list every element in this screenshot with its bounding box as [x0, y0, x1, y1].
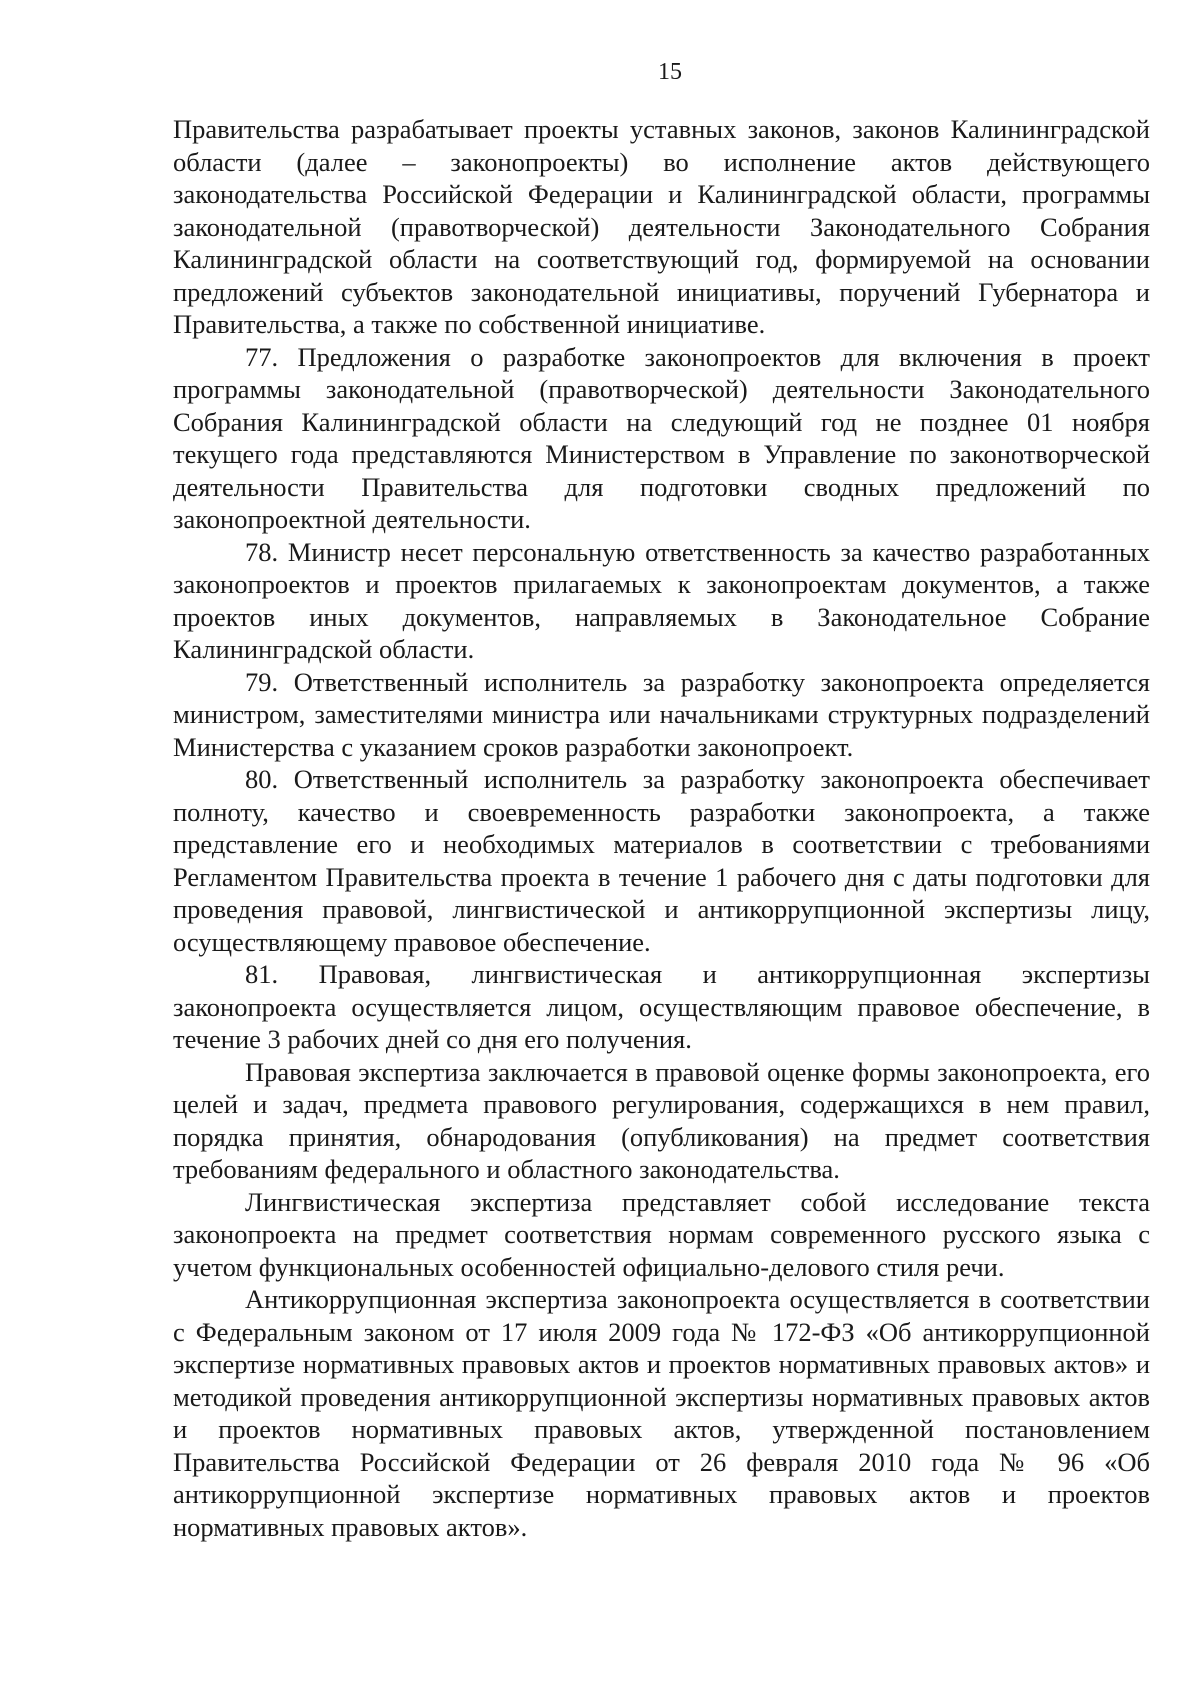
paragraph-continuation: Правительства разрабатывает проекты уставных законов, законов Калининградской области (далее – законопроекты) во исполнение актов действующего законодательства Российской Федерации и Калининградской области, программы законодательной (правотворческой) деятельности Законодательного Собрания Калининградской области на соответствующий год, формируемой на основании предложений субъектов законодательной инициативы, поручений Губернатора и Правительства, а также по собственной инициативе.: [173, 114, 1150, 339]
paragraph-anticorruption-expertise: Антикоррупционная экспертиза законопроекта осуществляется в соответствии с Федеральным законом от 17 июля 2009 года № 172-ФЗ «Об антикоррупционной экспертизе нормативных правовых актов и проектов нормативных правовых актов» и методикой проведения антикоррупционной экспертизы нормативных правовых актов и проектов нормативных правовых актов, утвержденной постановлением Правительства Российской Федерации от 26 февраля 2010 года № 96 «Об антикоррупционной экспертизе нормативных правовых актов и проектов нормативных правовых актов».: [173, 1284, 1150, 1542]
paragraph-legal-expertise: Правовая экспертиза заключается в правовой оценке формы законопроекта, его целей и задач, предмета правового регулирования, содержащихся в нем правил, порядка принятия, обнародования (опубликования) на предмет соответствия требованиям федерального и областного законодательства.: [173, 1056, 1150, 1184]
paragraph-77: 77. Предложения о разработке законопроектов для включения в проект программы законодательной (правотворческой) деятельности Законодательного Собрания Калининградской области на следующий год не позднее 01 ноября текущего года представляются Министерством в Управление по законотворческой деятельности Правительства для подготовки сводных предложений по законопроектной деятельности.: [173, 341, 1150, 534]
document-body: [173, 113, 1150, 1543]
paragraph-80: 80. Ответственный исполнитель за разработку законопроекта обеспечивает полноту, качество и своевременность разработки законопроекта, а также представление его и необходимых материалов в соответствии с требованиями Регламентом Правительства проекта в течение 1 рабочего дня с даты подготовки для проведения правовой, лингвистической и антикоррупционной экспертизы лицу, осуществляющему правовое обеспечение.: [173, 764, 1150, 957]
paragraph-79: 79. Ответственный исполнитель за разработку законопроекта определяется министром, заместителями министра или начальниками структурных подразделений Министерства с указанием сроков разработки законопроект.: [173, 666, 1150, 762]
page-number: 15: [658, 59, 682, 85]
paragraph-78: 78. Министр несет персональную ответственность за качество разработанных законопроектов и проектов прилагаемых к законопроектам документов, а также проектов иных документов, направляемых в Законодательное Собрание Калининградской области.: [173, 536, 1150, 664]
paragraph-linguistic-expertise: Лингвистическая экспертиза представляет собой исследование текста законопроекта на предмет соответствия нормам современного русского языка с учетом функциональных особенностей официально-делового стиля речи.: [173, 1186, 1150, 1282]
paragraph-81: 81. Правовая, лингвистическая и антикоррупционная экспертизы законопроекта осуществляется лицом, осуществляющим правовое обеспечение, в течение 3 рабочих дней со дня его получения.: [173, 959, 1150, 1054]
